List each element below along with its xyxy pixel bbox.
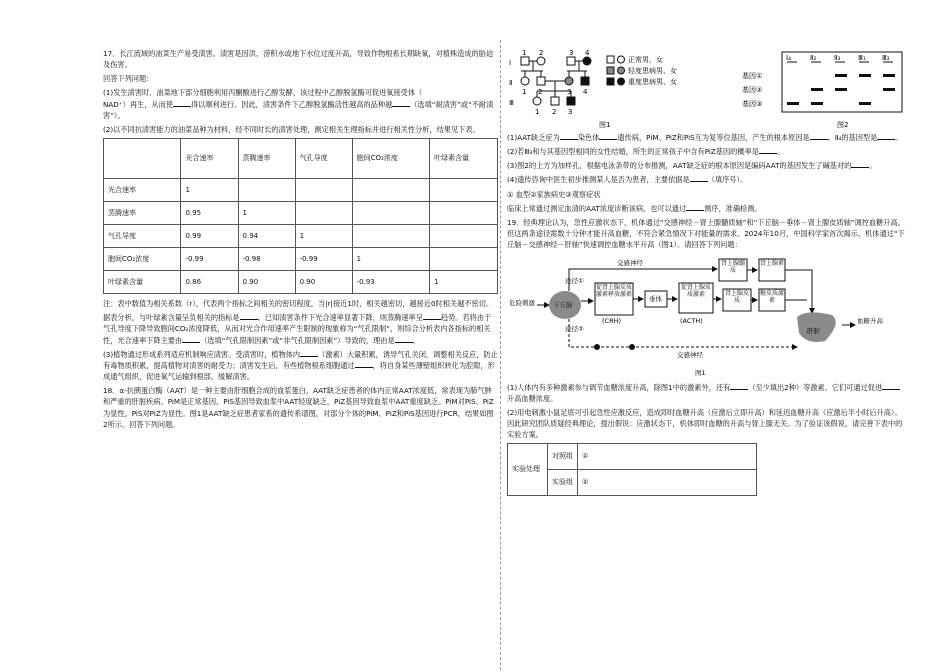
crh-abbr: (CRH)	[602, 317, 622, 326]
nad-label: NAD⁺	[103, 99, 123, 109]
gel-band	[835, 74, 847, 77]
table-cell: 0.90	[295, 271, 352, 294]
gen1-female-severe	[583, 57, 591, 65]
table-header-row	[104, 139, 498, 179]
q17-part2: (2)以不同抗渍害能力的油菜品种为材料，经不同时长的渍害处理，测定相关生理指标并进行相关性分析，结果见下表。	[103, 124, 480, 134]
table-header-cell: 叶绿素含量	[430, 139, 498, 179]
q18-tail	[507, 203, 907, 214]
table-cell: 0.94	[238, 225, 295, 248]
crh-label: 促肾上腺皮质激素释放激素	[596, 284, 633, 299]
gel-lane-label: Ⅱ₂	[810, 54, 817, 62]
acth-label: 促肾上腺皮质激素	[680, 284, 711, 299]
gel-band	[883, 74, 895, 77]
q17-p1a: (1)发生渍害时，油菜地下部分细胞利用丙酮酸进行乙醇发酵，该过程中乙醇脱氢酶可促进氧接受体（	[103, 88, 423, 98]
q18-2: (2)若Ⅲ₃和与其基因型相同的女性结婚，所生的正常孩子中含有PiZ基因的概率是	[507, 147, 759, 157]
table-cell	[430, 248, 498, 271]
gen2-female	[521, 77, 529, 85]
table-cell	[352, 179, 429, 202]
q18-part1: (1)AAT缺乏症为 染色体 遗传病，PiM、PiZ和PiS互为复等位基因，产生的根本原因是 。Ⅱ₄的基因型是 。	[507, 133, 903, 142]
q17-analysis: 据表分析，与叶绿素含量呈负相关的指标是 。已知渍害条件下光合速率显著下降，则蒸腾速率呈 趋势。若将由于气孔导度下降导致胞间CO₂浓度降低，从而对光合作用速率产生限制的现象称为“气孔限制”，则综合分析表内各指标的相关性，光合速率下降主要由 （选填“气孔限制因素”或“非气孔限制因素”）导致的，理由是 。	[103, 313, 492, 345]
blank	[877, 139, 895, 140]
figure2-caption: 图2	[837, 121, 849, 129]
q18-intro: 18．α-抗胰蛋白酶（AAT）是一种主要由肝细胞合成的血浆蛋白，AAT缺乏症患者的体内正常AAT浓度低，常表现为肺气肿和严重的肝脏疾病。PiM是正常基因，PiS基因导致血浆中AAT轻度缺乏，PiZ基因导致血浆中AAT重度缺乏。PiM对PiS、PiZ为显性，PiS对PiZ为显性。图1是AAT缺乏症患者家系的遗传系谱图，对部分个体的PiM、PiZ和PiS基因进行PCR，结果如图2所示。回答下列问题。	[103, 386, 494, 429]
gel-band	[811, 88, 823, 91]
q17-p3c: ，将自身某些薄壁组织转化为腔隙，形成通气组织，促进氧气运输到根部，缓解渍害。	[103, 360, 495, 382]
gel-band	[811, 102, 823, 105]
table-cell: 0.99	[181, 225, 238, 248]
table-header-cell: 光合速率	[181, 139, 238, 179]
pedigree-num: 1	[522, 88, 527, 96]
gen2-female-mild	[565, 77, 573, 85]
q17-p3b: （激素）大量积累，诱导气孔关闭，调整相关反应，防止有毒物质积累，提高植物对渍害的耐受力；渍害发生后，有些植物根系细胞通过	[103, 349, 498, 370]
legend-normal-female	[618, 56, 625, 63]
table-cell: 蒸腾速率	[104, 202, 181, 225]
gen-3-label: Ⅲ	[509, 99, 514, 107]
table-cell	[295, 179, 352, 202]
cortex-label: 肾上腺皮质	[724, 290, 749, 305]
q18-1a: (1)AAT缺乏症为	[507, 133, 560, 142]
table-cell: 0.95	[181, 202, 238, 225]
left-column	[103, 48, 498, 433]
blank	[730, 389, 748, 390]
q17-part1	[103, 87, 498, 120]
liver-label: 肝脏	[807, 327, 820, 336]
q17-analysis-c: 趋势。若将由于气孔导度下降导致胞间CO₂浓度降低，从而对光合作用速率产生限制的现象称为“气孔限制”，则综合分析表内各指标的相关性，光合速率下降主要由	[103, 313, 492, 345]
blank	[173, 106, 191, 107]
blank	[395, 342, 413, 343]
gen-1-label: Ⅰ	[509, 59, 512, 67]
table-row	[104, 179, 498, 202]
legend-normal-male	[607, 56, 614, 63]
table-note: 注：表中数值为相关系数（r），代表两个指标之间相关的密切程度，当|r|接近1时，相关越密切，越接近0时相关越不密切。	[103, 299, 494, 309]
glucose-label-a: 血糖升高	[857, 317, 883, 326]
table-cell: -0.93	[352, 271, 429, 294]
table-cell: 叶绿素含量	[104, 271, 181, 294]
q18-1c: 遗传病，PiM、PiZ和PiS互为复等位基因，产生的根本原因是	[617, 133, 810, 142]
table-cell	[295, 202, 352, 225]
q18-options: ① 血型②家族病史③观察症状	[507, 189, 601, 199]
gel-lane-label: Ⅲ₂	[882, 54, 890, 62]
blank	[690, 181, 708, 182]
pedigree-num: 4	[583, 88, 588, 96]
blank	[851, 167, 869, 168]
gel-diagram	[732, 48, 907, 130]
table-cell	[430, 202, 498, 225]
gen1-female-normal	[537, 57, 545, 65]
gen2-male-severe	[581, 77, 589, 85]
q18-3: (3)图2的上方为加样孔，根据电泳条带的分布推测，AAT缺乏症的根本原因是编码AAT的基因发生了碱基对的	[507, 161, 852, 171]
q18-1b: 染色体	[577, 133, 600, 142]
pedigree-num: 1	[522, 49, 527, 57]
legend-mild-female	[618, 67, 625, 74]
table-header-cell: 蒸腾速率	[238, 139, 295, 179]
q18-4b: （填序号）。	[707, 175, 748, 185]
pedigree-num: 4	[585, 49, 590, 57]
blank	[759, 153, 777, 154]
exp-group-cell: 实验组	[548, 470, 578, 496]
q18-part4	[507, 174, 907, 185]
gel-band	[859, 102, 871, 105]
gen1-male-normal	[567, 57, 575, 65]
table-cell: -0.98	[238, 248, 295, 271]
q17-p1d: （选填“耐渍害”或“不耐渍害”）。	[103, 99, 494, 120]
gen3-male-severe	[567, 97, 575, 105]
figure-row	[507, 48, 907, 130]
gel-band	[835, 88, 847, 91]
path1-label: 途径①	[565, 277, 584, 286]
gel-row-label: 基因③	[742, 100, 763, 108]
table-cell	[352, 225, 429, 248]
pituitary-label: 垂体	[649, 295, 662, 304]
q19-1a: (1)人体内有多种激素参与调节血糖浓度升高，除图1中的激素外，还有	[507, 382, 731, 392]
legend-mild-label: 轻度患病男、女	[628, 67, 677, 75]
danger-label: 危险刺激	[509, 299, 535, 308]
gel-lane-label: Ⅰ₄	[786, 54, 791, 62]
blank	[392, 106, 410, 107]
q18-part3: (3)图2的上方为加样孔，根据电泳条带的分布推测，AAT缺乏症的根本原因是编码AAT的基因发生了碱基对的 。	[507, 161, 877, 171]
blank	[810, 139, 828, 140]
q19-part2: (2)用电刺激小鼠足底可引起急性应激反应，造成即时血糖升高（应激后立即升高）和延迟血糖升高（应激后半小时后升高）。因此研究团队质疑经典理论，提出假说：应激状态下，机体即时血糖的升高与肾上腺无关。为了验证该假说，请完善下表中的实验方案。	[507, 407, 903, 440]
table-header-cell: 胞间CO₂浓度	[352, 139, 429, 179]
gel-lane-label: Ⅲ₁	[858, 54, 866, 62]
q17-p3a: (3)植物通过形成系列适应机制响应渍害。受渍害时，植物体内	[103, 349, 301, 359]
correlation-table	[103, 138, 498, 294]
pedigree-num: 3	[567, 88, 572, 96]
ctrl-label-cell: 对照组	[548, 444, 578, 470]
q19-intro: 19．经典理论认为，急性应激状态下，机体通过“交感神经－肾上腺髓质轴”和“下丘脑－垂体－肾上腺皮质轴”调控血糖升高。但这两条途径需数十分钟才能升高血糖，不符合紧急情况下对能量的需求。2024年10月，中国科学家首次揭示，机体通过“下丘脑－交感神经－肝轴”快速调控血糖水平升高（图1）。请回答下列问题：	[507, 217, 905, 250]
gluco-label: 糖皮质激素	[760, 290, 785, 305]
gel-row-label: 基因②	[742, 86, 763, 94]
blank	[599, 139, 617, 140]
blank	[355, 367, 373, 368]
q17-analysis-b: 。已知渍害条件下光合速率显著下降，则蒸腾速率呈	[257, 313, 423, 323]
exp-value-cell: ②	[578, 470, 757, 496]
experiment-table	[507, 443, 757, 496]
q18-tail-b: 测序，准确检测。	[704, 203, 762, 213]
table-cell: 1	[295, 225, 352, 248]
blank	[686, 210, 704, 211]
q18-4: (4)遗传咨询中医生初步推测某人是否为患者，主要依据是	[507, 175, 690, 185]
q17-prompt: 回答下列问题：	[103, 74, 154, 84]
q17-intro: 17．长江流域的油菜生产易受渍害。渍害是因洪、涝积水或地下水位过度升高，导致作物根系长期缺氧，对植株造成的胁迫及伤害。	[103, 49, 494, 70]
q17-analysis-d: （选填“气孔限制因素”或“非气孔限制因素”）导致的，理由是	[200, 335, 395, 345]
table-row	[508, 444, 757, 470]
gen3-female	[533, 97, 541, 105]
pedigree-diagram	[507, 48, 707, 130]
q18-tail-a: 临床上常通过测定血清的AAT浓度诊断该病，也可以通过	[507, 203, 687, 213]
q19-1c: 升高血糖浓度。	[507, 393, 558, 403]
q18-part2: (2)若Ⅲ₃和与其基因型相同的女性结婚，所生的正常孩子中含有PiZ基因的概率是 。	[507, 147, 785, 157]
pedigree-num: 1	[535, 108, 540, 116]
legend-severe-label: 重度患病男、女	[628, 78, 677, 86]
table-cell	[352, 202, 429, 225]
q17-p1b: ）再生，从而使	[122, 99, 173, 109]
gen3-male	[551, 97, 559, 105]
path2-label: 途径②	[565, 325, 584, 334]
neuron-dot	[629, 344, 635, 350]
gen-2-label: Ⅱ	[509, 79, 513, 87]
symp-top-label: 交感神经	[617, 259, 643, 268]
figure1-caption: 图1	[599, 121, 611, 129]
gel-band	[883, 88, 895, 91]
table-cell: -0.99	[295, 248, 352, 271]
table-cell: 1	[238, 202, 295, 225]
legend-normal-label: 正常男、女	[628, 56, 663, 64]
table-cell: 1	[352, 248, 429, 271]
pedigree-num: 3	[568, 108, 573, 116]
pedigree-num: 2	[538, 88, 543, 96]
table-cell: 0.90	[238, 271, 295, 294]
blank	[182, 342, 200, 343]
flow-caption: 图1	[695, 369, 706, 378]
table-row	[104, 225, 498, 248]
table-header-cell	[104, 139, 181, 179]
hypothalamus-label: 下丘脑	[553, 301, 573, 310]
q18-1d: 。Ⅱ₄的基因型是	[827, 133, 878, 142]
table-cell: 0.86	[181, 271, 238, 294]
table-cell: 光合速率	[104, 179, 181, 202]
table-cell	[430, 179, 498, 202]
column-divider	[500, 40, 501, 670]
right-column	[507, 48, 907, 500]
blank	[882, 389, 900, 390]
blank	[300, 356, 318, 357]
symp-bottom-label: 交感神经	[677, 351, 703, 360]
pedigree-num: 2	[539, 49, 544, 57]
neuron-dot	[594, 344, 600, 350]
blank	[240, 319, 258, 320]
pedigree-num: 2	[552, 108, 557, 116]
table-row	[104, 248, 498, 271]
acth-abbr: (ACTH)	[680, 317, 703, 326]
q17-part3	[103, 349, 498, 382]
gel-lane-label: Ⅱ₃	[834, 54, 841, 62]
gel-band	[859, 74, 871, 77]
gel-row-label: 基因①	[742, 72, 763, 80]
gen2-male	[537, 77, 545, 85]
pedigree-num: 3	[569, 49, 574, 57]
gel-band	[787, 102, 799, 105]
medulla-label: 肾上腺髓质	[720, 260, 745, 275]
table-header-cell: 气孔导度	[295, 139, 352, 179]
table-row	[104, 271, 498, 294]
table-row	[104, 202, 498, 225]
table-cell: 1	[430, 271, 498, 294]
blank	[560, 139, 578, 140]
table-cell: 气孔导度	[104, 225, 181, 248]
adrenaline-label: 肾上腺素	[760, 260, 785, 268]
gen1-male-normal	[521, 57, 529, 65]
table-cell: -0.99	[181, 248, 238, 271]
stress-pathway-diagram	[507, 253, 907, 378]
table-cell	[238, 179, 295, 202]
legend-mild-male	[607, 67, 614, 74]
blank	[423, 319, 441, 320]
table-cell: 1	[181, 179, 238, 202]
exp-label-cell: 实验处理	[508, 444, 548, 496]
q17-analysis-a: 据表分析，与叶绿素含量呈负相关的指标是	[103, 313, 240, 323]
legend-severe-male	[607, 78, 614, 85]
table-cell	[430, 225, 498, 248]
q17-p1c: 得以顺利进行。因此，渍害条件下乙醇脱氢酶活性越高的品种越	[190, 99, 393, 109]
q19-1b: （至少填出2种）等激素。它们可通过促进	[748, 382, 883, 392]
table-cell: 胞间CO₂浓度	[104, 248, 181, 271]
legend-severe-female	[618, 78, 625, 85]
ctrl-value-cell: ①	[578, 444, 757, 470]
q19-part1	[507, 382, 907, 404]
